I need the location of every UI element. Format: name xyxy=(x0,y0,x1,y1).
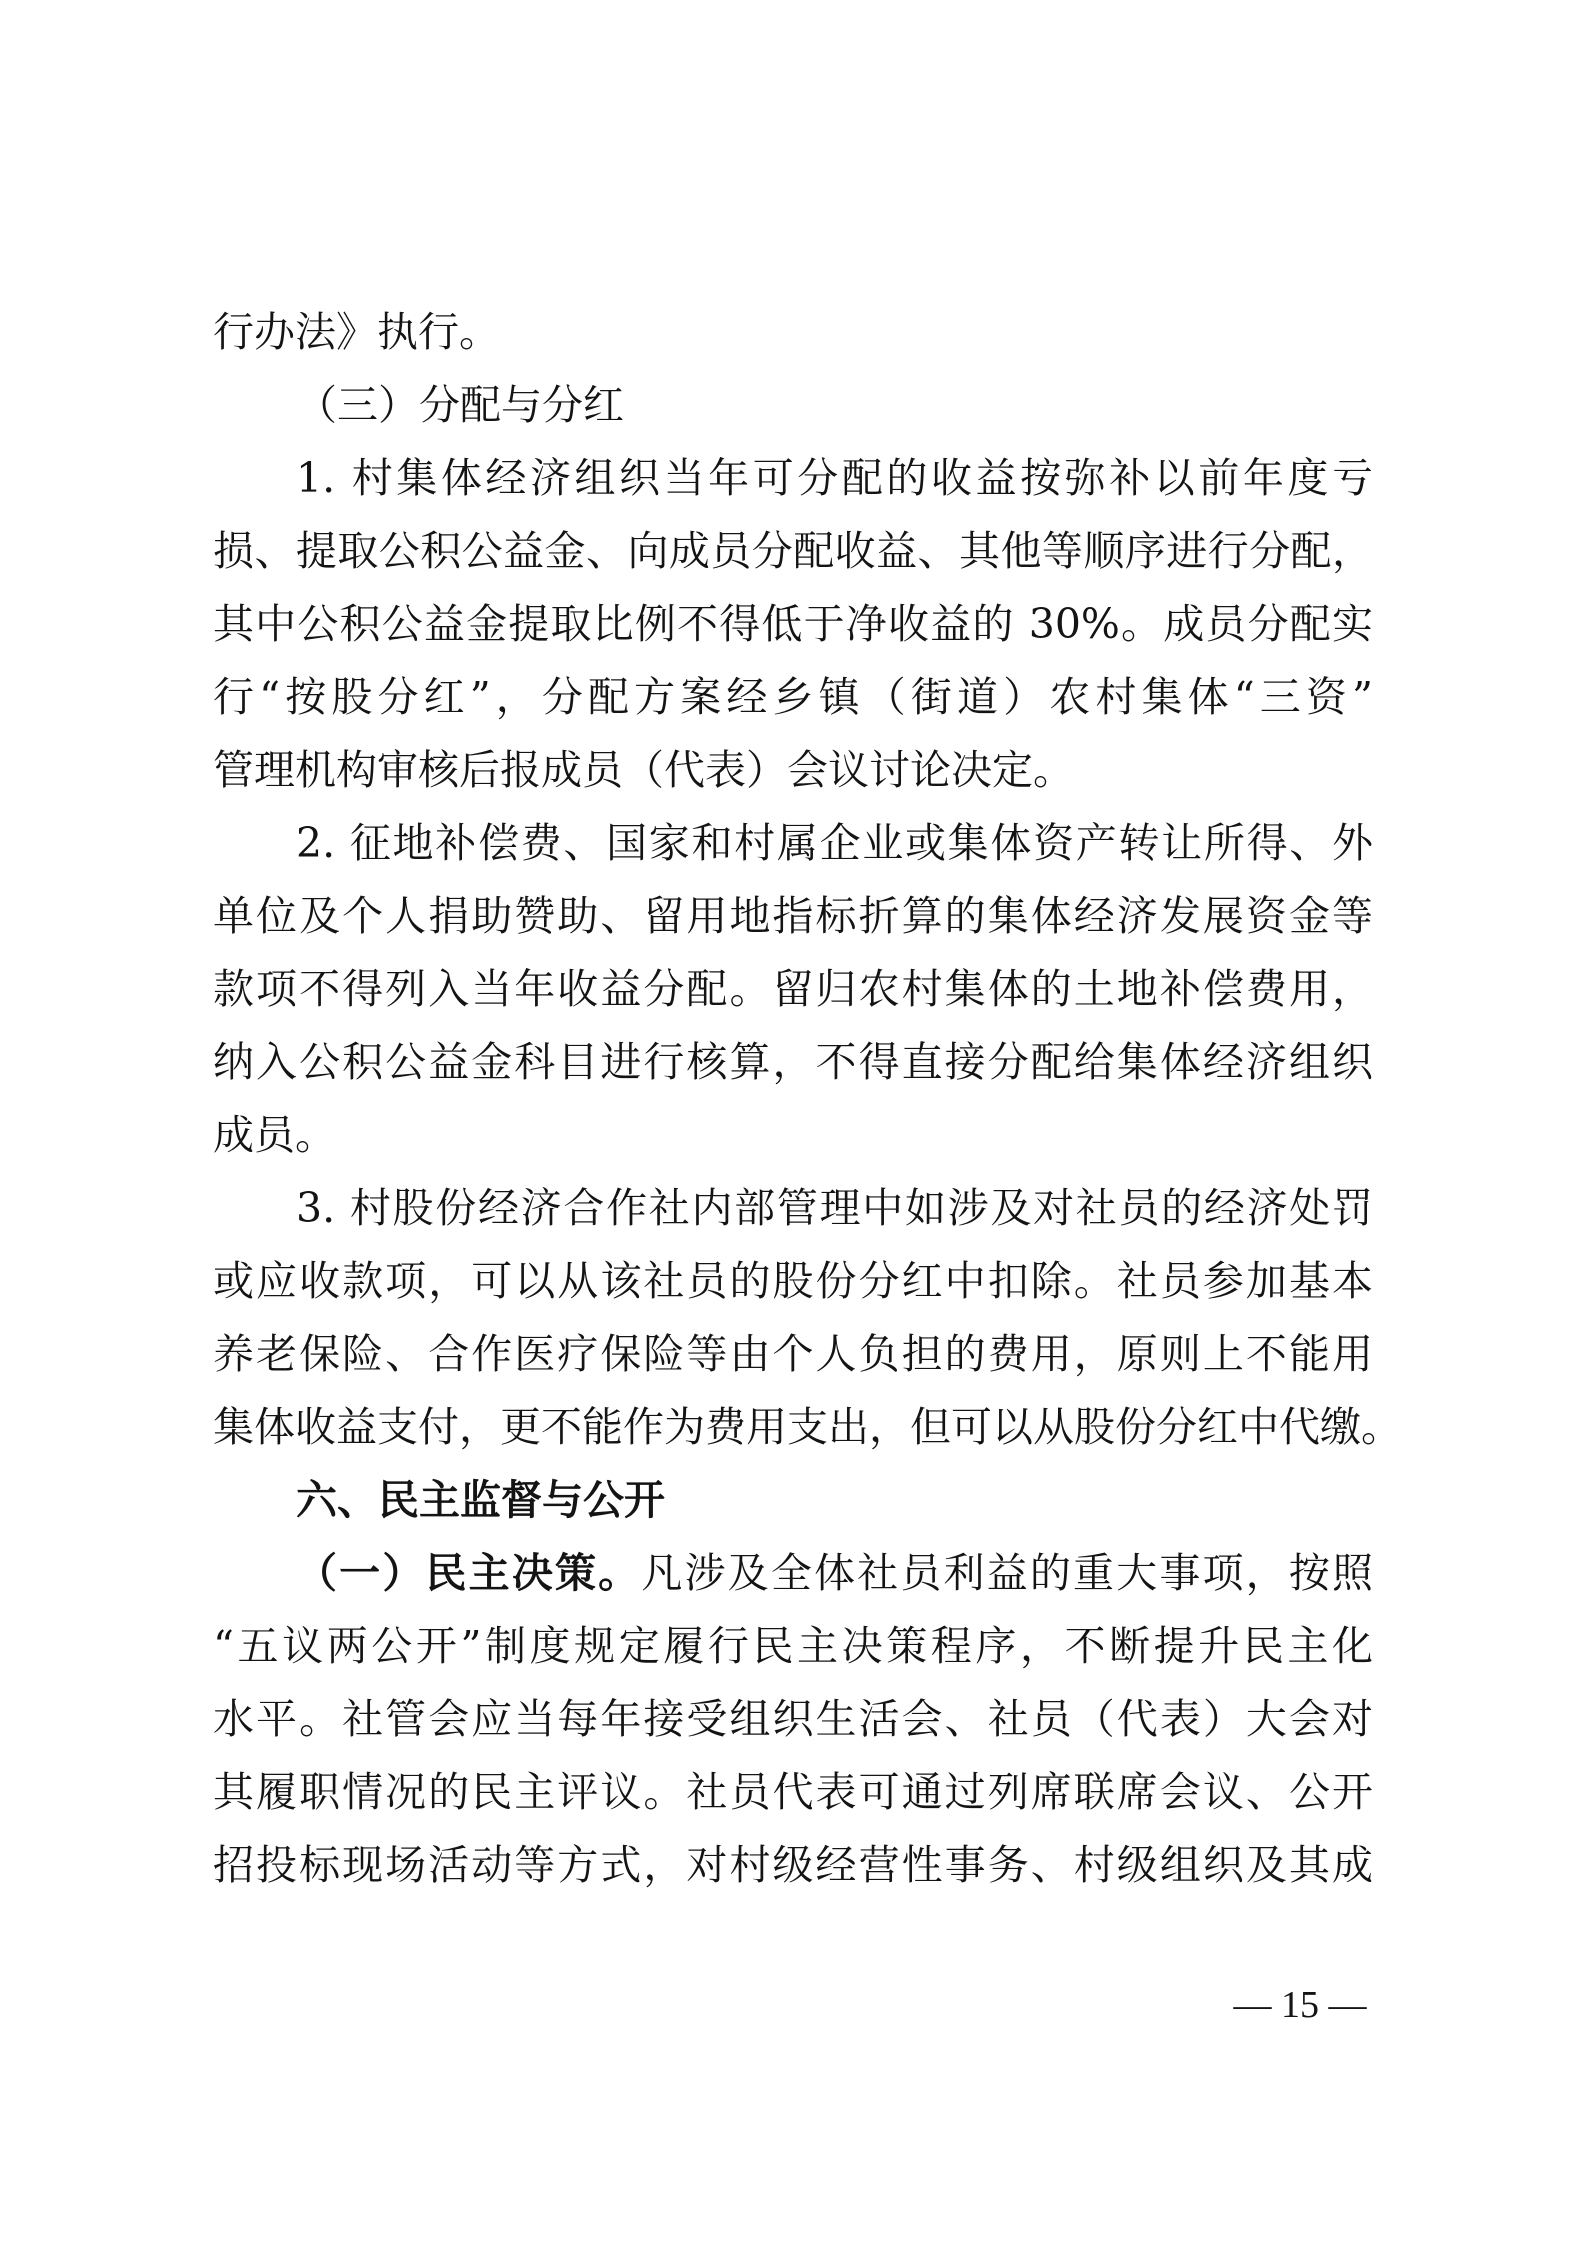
item-1-line-3: 其中公积公益金提取比例不得低于净收益的 30%。成员分配实 xyxy=(213,600,1373,648)
item-1-line-5: 管理机构审核后报成员（代表）会议讨论决定。 xyxy=(213,746,1074,794)
page-number: — 15 — xyxy=(1233,1984,1367,2026)
item-2-line-3: 款项不得列入当年收益分配。留归农村集体的土地补偿费用， xyxy=(213,965,1373,1013)
subsection-1-line-1 xyxy=(296,1543,1373,1603)
subsection-1-line-5: 招投标现场活动等方式，对村级经营性事务、村级组织及其成 xyxy=(213,1841,1373,1889)
subsection-heading-3: （三）分配与分红 xyxy=(296,381,624,429)
item-3-line-1: 3. 村股份经济合作社内部管理中如涉及对社员的经济处罚 xyxy=(296,1184,1373,1232)
subsection-1-line-4: 其履职情况的民主评议。社员代表可通过列席联席会议、公开 xyxy=(213,1768,1373,1816)
item-2-line-2: 单位及个人捐助赞助、留用地指标折算的集体经济发展资金等 xyxy=(213,892,1373,940)
item-3-line-2: 或应收款项，可以从该社员的股份分红中扣除。社员参加基本 xyxy=(213,1257,1373,1305)
subsection-1-line-3: 水平。社管会应当每年接受组织生活会、社员（代表）大会对 xyxy=(213,1695,1373,1743)
item-3-line-4: 集体收益支付，更不能作为费用支出，但可以从股份分红中代缴。 xyxy=(213,1403,1402,1451)
section-heading-6: 六、民主监督与公开 xyxy=(296,1476,665,1524)
subsection-1-first-line-rest: 凡涉及全体社员利益的重大事项，按照 xyxy=(641,1549,1374,1597)
subsection-1-title: （一）民主决策。 xyxy=(296,1549,642,1597)
item-1-line-2: 损、提取公积公益金、向成员分配收益、其他等顺序进行分配， xyxy=(213,527,1373,575)
continuation-line: 行办法》执行。 xyxy=(213,308,500,356)
item-2-line-4: 纳入公积公益金科目进行核算，不得直接分配给集体经济组织 xyxy=(213,1038,1373,1086)
item-1-line-1: 1. 村集体经济组织当年可分配的收益按弥补以前年度亏 xyxy=(296,454,1373,502)
item-2-line-5: 成员。 xyxy=(213,1111,336,1159)
item-3-line-3: 养老保险、合作医疗保险等由个人负担的费用，原则上不能用 xyxy=(213,1330,1373,1378)
item-2-line-1: 2. 征地补偿费、国家和村属企业或集体资产转让所得、外 xyxy=(296,819,1373,867)
subsection-1-line-2: “五议两公开”制度规定履行民主决策程序，不断提升民主化 xyxy=(213,1622,1373,1670)
item-1-line-4: 行“按股分红”，分配方案经乡镇（街道）农村集体“三资” xyxy=(213,673,1373,721)
